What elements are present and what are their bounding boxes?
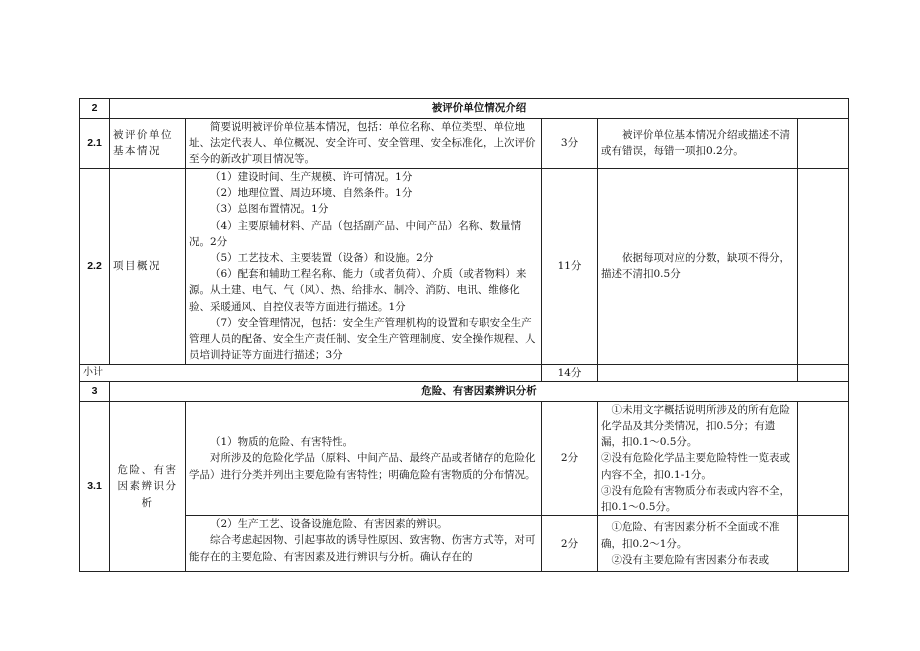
criteria-text: ①危险、有害因素分析不全面或不准确，扣0.2～1分。 ②没有主要危险有害因素分布表或 (598, 516, 798, 572)
remark-cell (798, 119, 849, 169)
criteria-text: 依据每项对应的分数，缺项不得分，描述不清扣0.5分 (598, 168, 798, 364)
criteria-cell-empty (598, 364, 798, 381)
requirement-item: （7）安全管理情况，包括：安全生产管理机构的设置和专职安全生产管理人员的配备、安全生产责任制、安全生产管理制度、安全操作规程、人员培训持证等方面进行描述；3分 (189, 316, 536, 362)
requirement-text: （1）物质的危险、有害特性。 对所涉及的危险化学品（原料、中间产品、最终产品或者储存的危险化学品）进行分类并列出主要危险有害特性；明确危险有害物质的分布情况。 (186, 401, 542, 515)
score-cell: 2分 (542, 516, 598, 572)
section-number: 3 (80, 381, 110, 401)
requirement-text: 简要说明被评价单位基本情况，包括：单位名称、单位类型、单位地址、法定代表人、单位概况、安全许可、安全管理、安全标准化，上次评价至今的新改扩项目情况等。 (186, 119, 542, 169)
requirement-list (186, 168, 542, 364)
remark-cell (798, 516, 849, 572)
item-number: 2.1 (80, 119, 110, 169)
requirement-item: （2）地理位置、周边环境、自然条件。1分 (210, 187, 413, 200)
subtotal-score: 14分 (542, 364, 598, 381)
subtotal-row (80, 364, 849, 381)
evaluation-table (79, 98, 849, 572)
score-cell: 2分 (542, 401, 598, 515)
section-title: 危险、有害因素辨识分析 (110, 381, 849, 401)
score-cell: 3分 (542, 119, 598, 169)
section-row-3 (80, 381, 849, 401)
score-cell: 11分 (542, 168, 598, 364)
table-row-2-2 (80, 168, 849, 364)
remark-cell (798, 364, 849, 381)
section-number: 2 (80, 99, 110, 119)
remark-cell (798, 401, 849, 515)
requirement-item: （1）建设时间、生产规模、许可情况。1分 (210, 170, 413, 183)
requirement-item: （5）工艺技术、主要装置（设备）和设施。2分 (210, 251, 434, 264)
criteria-text: ①未用文字概括说明所涉及的所有危险化学品及其分类情况，扣0.5分；有遗漏，扣0.1～0.5分。 ②没有危险化学品主要危险特性一览表或内容不全，扣0.1-1分。 ③没有危险有害物质分布表或内容不全，扣0.1～0.5分。 (598, 401, 798, 515)
requirement-item: （4）主要原辅材料、产品（包括副产品、中间产品）名称、数量情况。2分 (189, 219, 522, 248)
table-row-3-1b (80, 516, 849, 572)
section-row-2 (80, 99, 849, 119)
item-number: 3.1 (80, 401, 110, 571)
section-title: 被评价单位情况介绍 (110, 99, 849, 119)
item-name: 项目概况 (110, 168, 186, 364)
table-row-3-1a (80, 401, 849, 515)
item-name: 被评价单位基本情况 (110, 119, 186, 169)
table-row-2-1 (80, 119, 849, 169)
item-number: 2.2 (80, 168, 110, 364)
requirement-item: （3）总图布置情况。1分 (210, 203, 329, 216)
criteria-text: 被评价单位基本情况介绍或描述不清或有错误，每错一项扣0.2分。 (598, 119, 798, 169)
remark-cell (798, 168, 849, 364)
item-name: 危险、有害因素辨识分析 (110, 401, 186, 571)
requirement-text: （2）生产工艺、设备设施危险、有害因素的辨识。 综合考虑起因物、引起事故的诱导性原因、致害物、伤害方式等，对可能存在的主要危险、有害因素及进行辨识与分析。确认存在的 (186, 516, 542, 572)
subtotal-label: 小计 (80, 364, 542, 381)
requirement-item: （6）配套和辅助工程名称、能力（或者负荷）、介质（或者物料）来源。从土建、电气、气（风）、热、给排水、制冷、消防、电讯、维修化验、采暖通风、自控仪表等方面进行描述。1分 (189, 268, 527, 313)
